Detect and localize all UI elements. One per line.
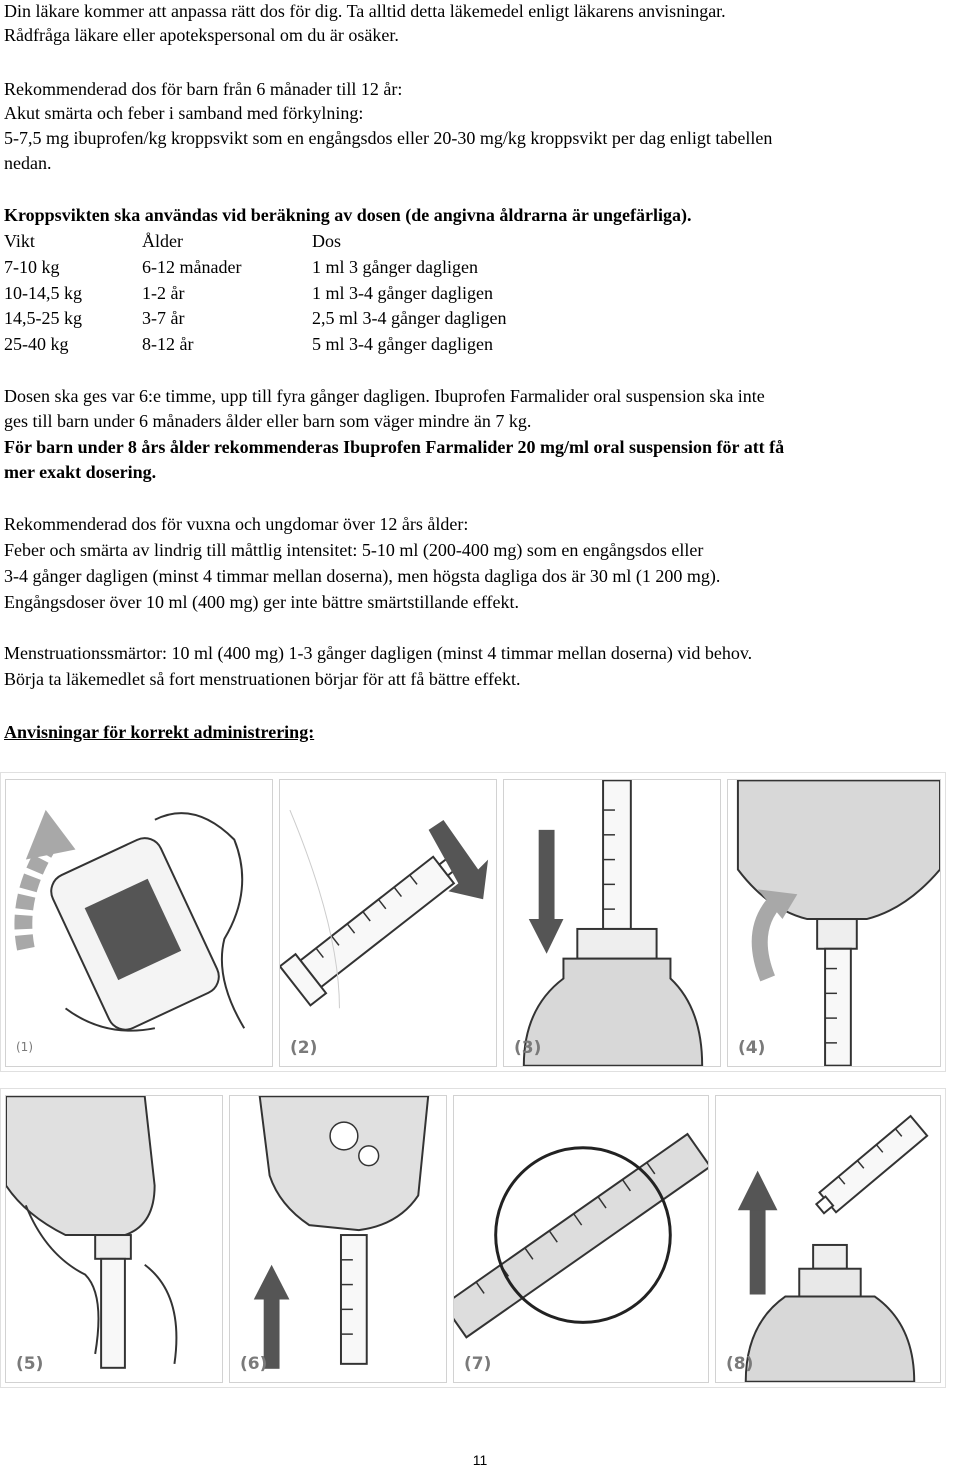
intro-line-2: Rådfråga läkare eller apotekspersonal om du är osäker. (4, 25, 399, 45)
step-2-label: (2) (290, 1038, 318, 1058)
instructions-heading: Anvisningar för korrekt administrering: (4, 722, 315, 742)
step-8-label: (8) (726, 1354, 754, 1374)
table-cell: 14,5-25 kg (4, 308, 82, 328)
table-cell: 6-12 månader (142, 257, 242, 277)
table-cell: 10-14,5 kg (4, 283, 82, 303)
step-4-label: (4) (738, 1038, 766, 1058)
table-cell: 1 ml 3 gånger dagligen (312, 257, 478, 277)
step-5-label: (5) (16, 1354, 44, 1374)
invert-bottle-illustration (728, 780, 940, 1066)
menstrual-line-1: Menstruationssmärtor: 10 ml (400 mg) 1-3 gånger dagligen (minst 4 timmar mellan doserna) vid behov. (4, 643, 753, 663)
step-4-panel (727, 779, 941, 1067)
table-header-weight: Vikt (4, 231, 35, 251)
children-dose-line-2: nedan. (4, 153, 52, 173)
children-indication: Akut smärta och feber i samband med förkylning: (4, 103, 364, 123)
step-8-panel (715, 1095, 941, 1383)
step-6-label: (6) (240, 1354, 268, 1374)
table-cell: 8-12 år (142, 334, 194, 354)
check-dose-illustration (454, 1096, 708, 1382)
table-cell: 3-7 år (142, 308, 185, 328)
adults-line-3: Engångsdoser över 10 ml (400 mg) ger inte bättre smärtstillande effekt. (4, 592, 520, 612)
menstrual-line-2: Börja ta läkemedlet så fort menstruationen börjar för att få bättre effekt. (4, 669, 521, 689)
shake-bottle-illustration (6, 780, 272, 1066)
pull-plunger-illustration (230, 1096, 446, 1382)
close-bottle-illustration (716, 1096, 940, 1382)
frequency-line-2: ges till barn under 6 månaders ålder eller barn som väger mindre än 7 kg. (4, 411, 532, 431)
step-3-panel (503, 779, 721, 1067)
frequency-bold-line-1: För barn under 8 års ålder rekommenderas Ibuprofen Farmalider 20 mg/ml oral suspension för att få (4, 437, 785, 457)
table-header-age: Ålder (142, 231, 183, 251)
frequency-line-1: Dosen ska ges var 6:e timme, upp till fyra gånger dagligen. Ibuprofen Farmalider oral suspension ska inte (4, 386, 765, 406)
page-number: 11 (472, 1452, 488, 1468)
syringe-insert-illustration (280, 780, 496, 1066)
children-heading: Rekommenderad dos för barn från 6 månader till 12 år: (4, 79, 403, 99)
instructions-figure-row-1 (0, 772, 946, 1072)
intro-line-1: Din läkare kommer att anpassa rätt dos för dig. Ta alltid detta läkemedel enligt läkarens anvisningar. (4, 1, 726, 21)
frequency-bold-line-2: mer exakt dosering. (4, 462, 157, 482)
table-cell: 7-10 kg (4, 257, 60, 277)
weight-note: Kroppsvikten ska användas vid beräkning av dosen (de angivna åldrarna är ungefärliga). (4, 205, 692, 225)
table-cell: 5 ml 3-4 gånger dagligen (312, 334, 493, 354)
table-cell: 2,5 ml 3-4 gånger dagligen (312, 308, 507, 328)
table-cell: 1-2 år (142, 283, 185, 303)
syringe-in-bottle-illustration (504, 780, 720, 1066)
step-1-label: (1) (16, 1040, 33, 1054)
instructions-figure-row-2 (0, 1088, 946, 1388)
draw-dose-illustration (6, 1096, 222, 1382)
step-1-panel (5, 779, 273, 1067)
table-header-dose: Dos (312, 231, 342, 251)
step-7-panel (453, 1095, 709, 1383)
adults-line-1: Feber och smärta av lindrig till måttlig intensitet: 5-10 ml (200-400 mg) som en engångsdos eller (4, 540, 704, 560)
step-5-panel (5, 1095, 223, 1383)
table-cell: 1 ml 3-4 gånger dagligen (312, 283, 493, 303)
adults-heading: Rekommenderad dos för vuxna och ungdomar över 12 års ålder: (4, 514, 469, 534)
step-3-label: (3) (514, 1038, 542, 1058)
children-dose-line-1: 5-7,5 mg ibuprofen/kg kroppsvikt som en engångsdos eller 20-30 mg/kg kroppsvikt per dag enligt tabellen (4, 128, 773, 148)
step-6-panel (229, 1095, 447, 1383)
adults-line-2: 3-4 gånger dagligen (minst 4 timmar mellan doserna), men högsta dagliga dos är 30 ml (1 200 mg). (4, 566, 721, 586)
step-2-panel (279, 779, 497, 1067)
step-7-label: (7) (464, 1354, 492, 1374)
table-cell: 25-40 kg (4, 334, 69, 354)
